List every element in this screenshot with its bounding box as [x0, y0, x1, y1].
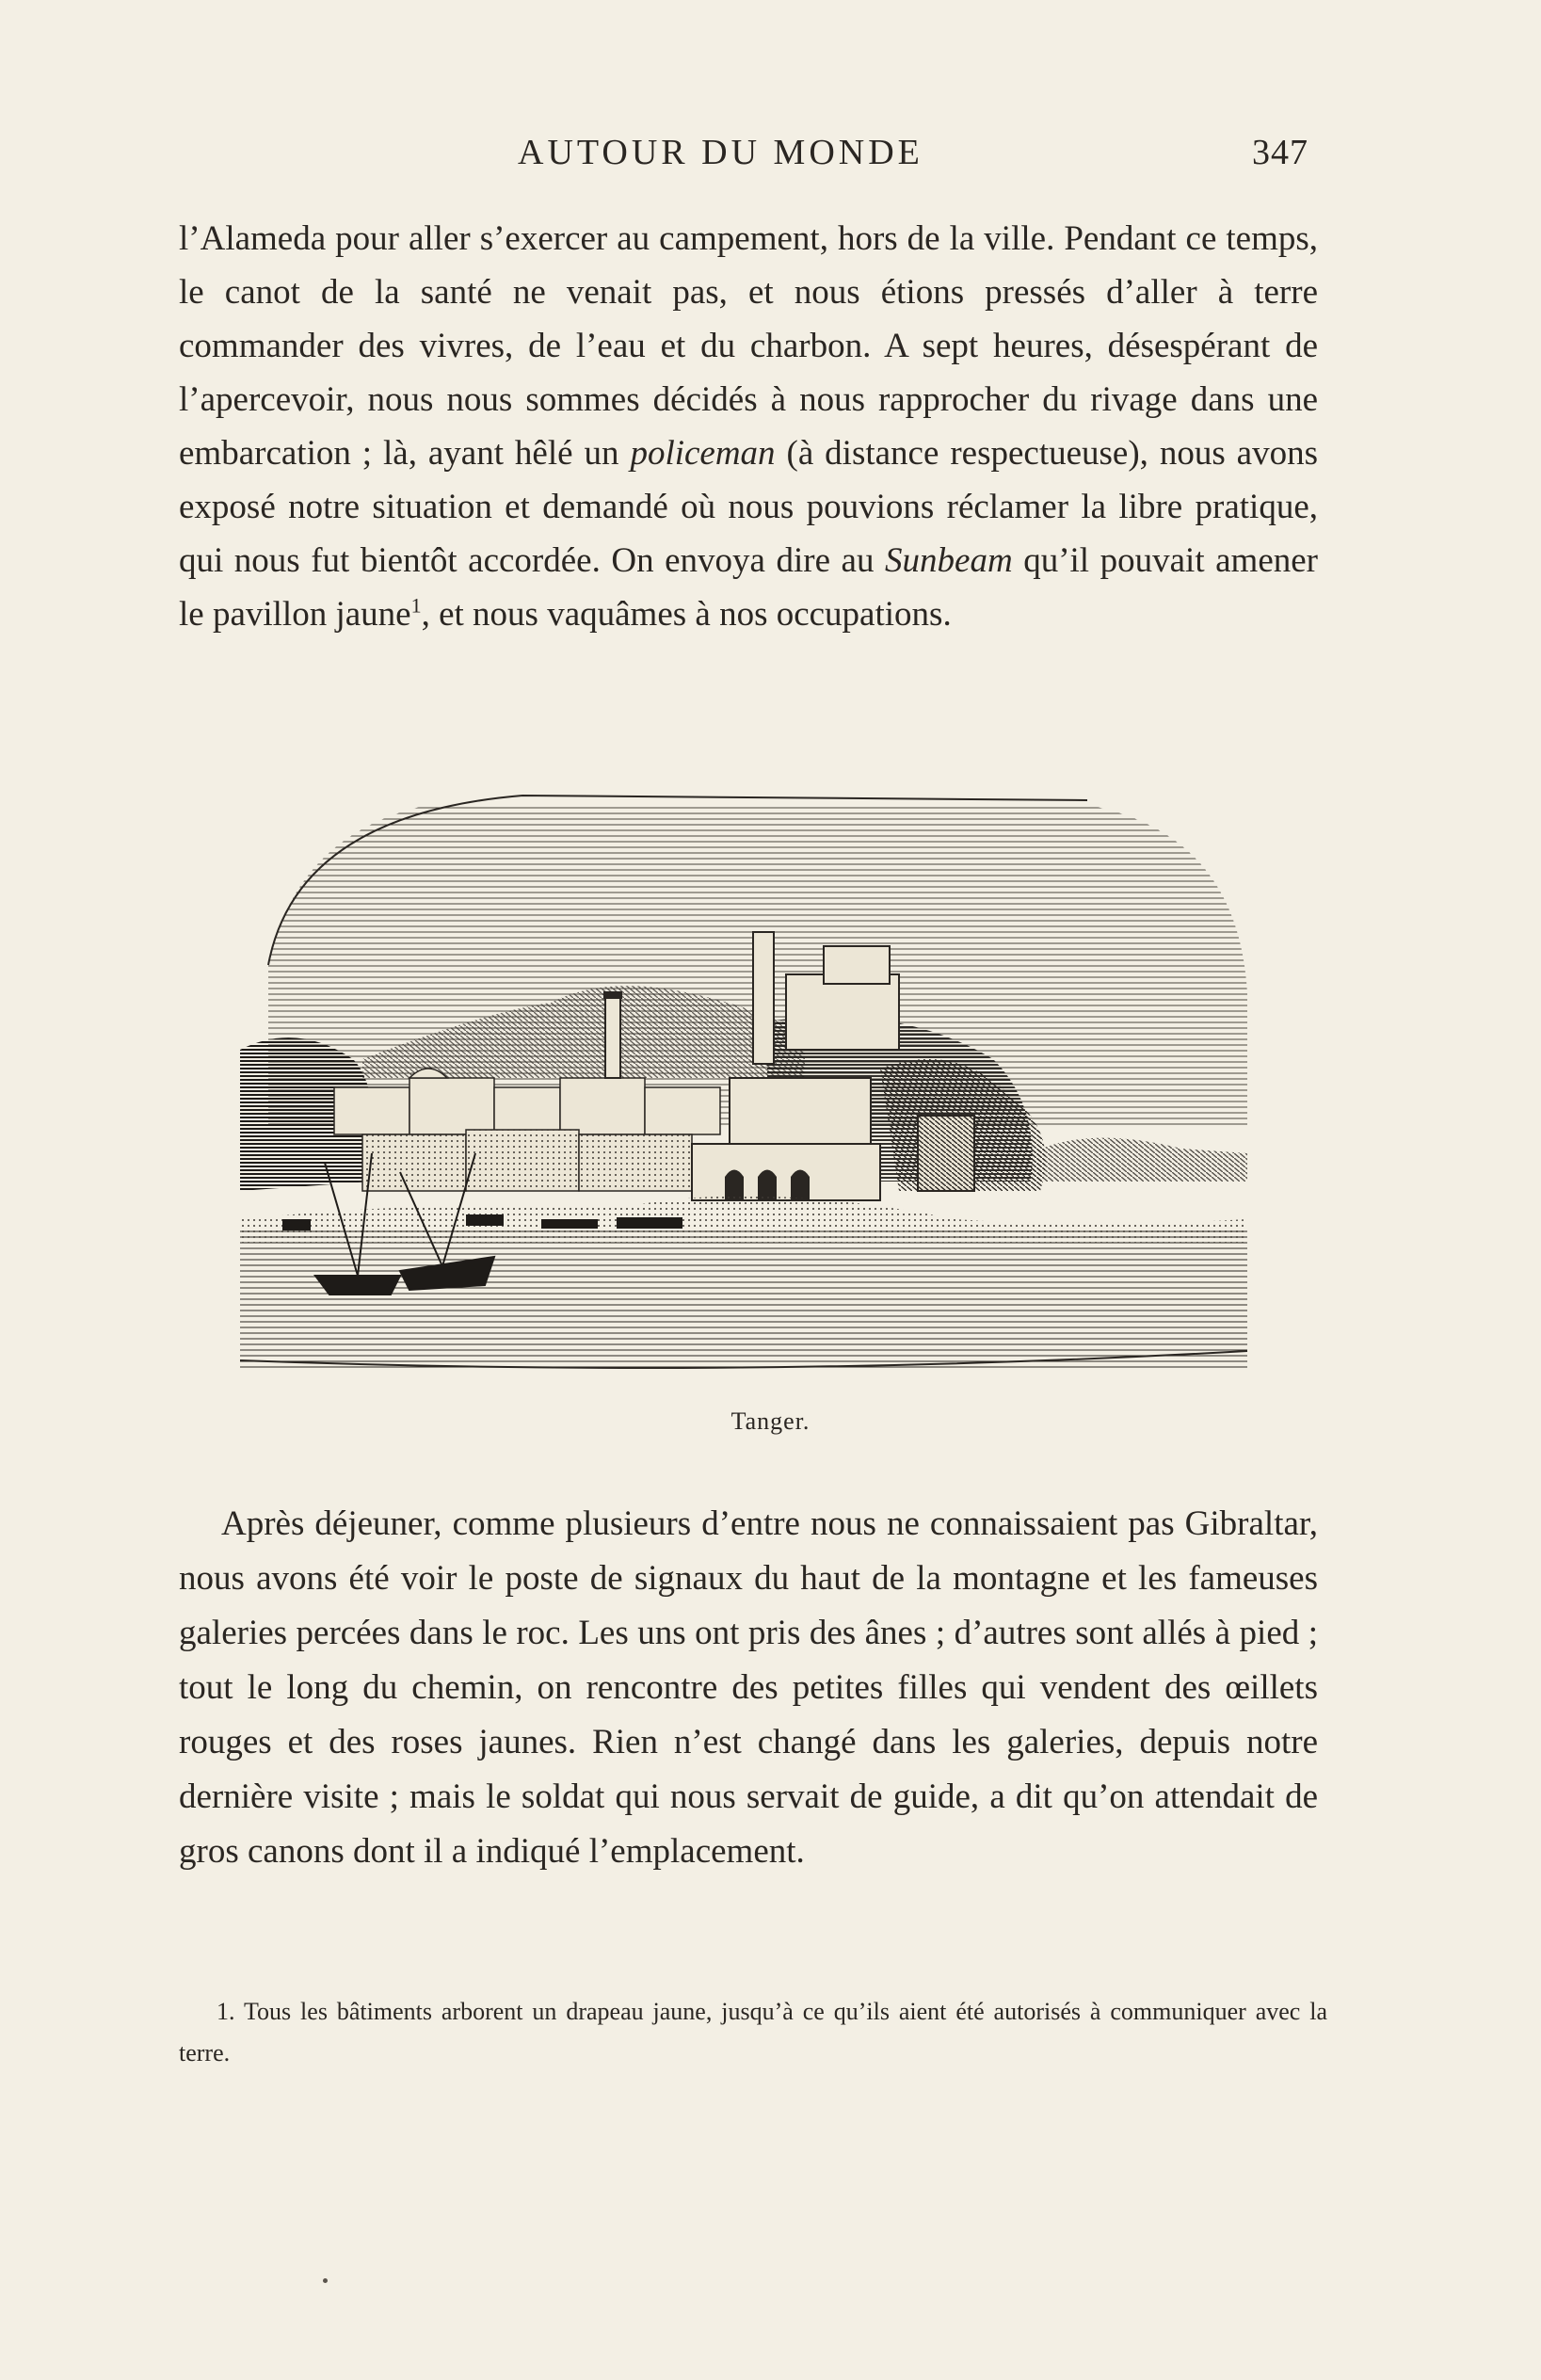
paragraph-1-text-d: , et nous vaquâmes à nos occupations. — [421, 595, 952, 634]
paragraph-2-text: Après déjeuner, comme plusieurs d’entre nous ne connaissaient pas Gibraltar, nous avons été voir le poste de signaux du haut de la montagne et les fameuses galeries percées dans le roc. Les uns ont pris des ânes ; d’autres sont allés à pied ; tout le long du chemin, on rencontre des petites filles qui vendent des œillets rouges et des roses jaunes. Rien n’est changé dans les galeries, depuis notre dernière visite ; mais le soldat qui nous servait de guide, a dit qu’on attendait de gros canons dont il a indiqué l’emplacement. — [179, 1504, 1318, 1871]
footnote-text: Tous les bâtiments arborent un drapeau jaune, jusqu’à ce qu’ils aient été autorisés à communiquer avec la terre. — [179, 1998, 1327, 2066]
footnote — [179, 1991, 1327, 2074]
footnote-number: 1. — [217, 1998, 235, 2025]
running-title: AUTOUR DU MONDE — [518, 133, 923, 172]
paragraph-2 — [179, 1497, 1318, 1879]
italic-ship-name: Sunbeam — [885, 541, 1013, 580]
page-number: 347 — [1252, 133, 1308, 172]
paragraph-1-text-b: (à distance respectueuse), nous avons exposé notre situation et demandé où nous pouvions réclamer la libre pratique, qui nous fut bientôt accordée. On envoya dire au — [179, 434, 1318, 580]
footnote-reference: 1 — [410, 593, 422, 618]
figure-caption: Tanger. — [730, 1407, 811, 1435]
paragraph-1-text-a: l’Alameda pour aller s’exercer au campement, hors de la ville. Pendant ce temps, le canot de la santé ne venait pas, et nous étions pressés d’aller à terre commander des vivres, de l’eau et du charbon. A sept heures, désespérant de l’apercevoir, nous nous sommes décidés à nous rapprocher du rivage dans une embarcation ; là, ayant hêlé un — [179, 219, 1318, 473]
tangier-engraving — [240, 777, 1266, 1389]
print-speck — [323, 2278, 328, 2283]
running-header — [179, 132, 1308, 179]
paragraph-1 — [179, 212, 1318, 641]
italic-policeman: policeman — [630, 434, 776, 473]
paragraph-1-text-c: qu’il pouvait amener le pavillon jaune — [179, 541, 1318, 634]
